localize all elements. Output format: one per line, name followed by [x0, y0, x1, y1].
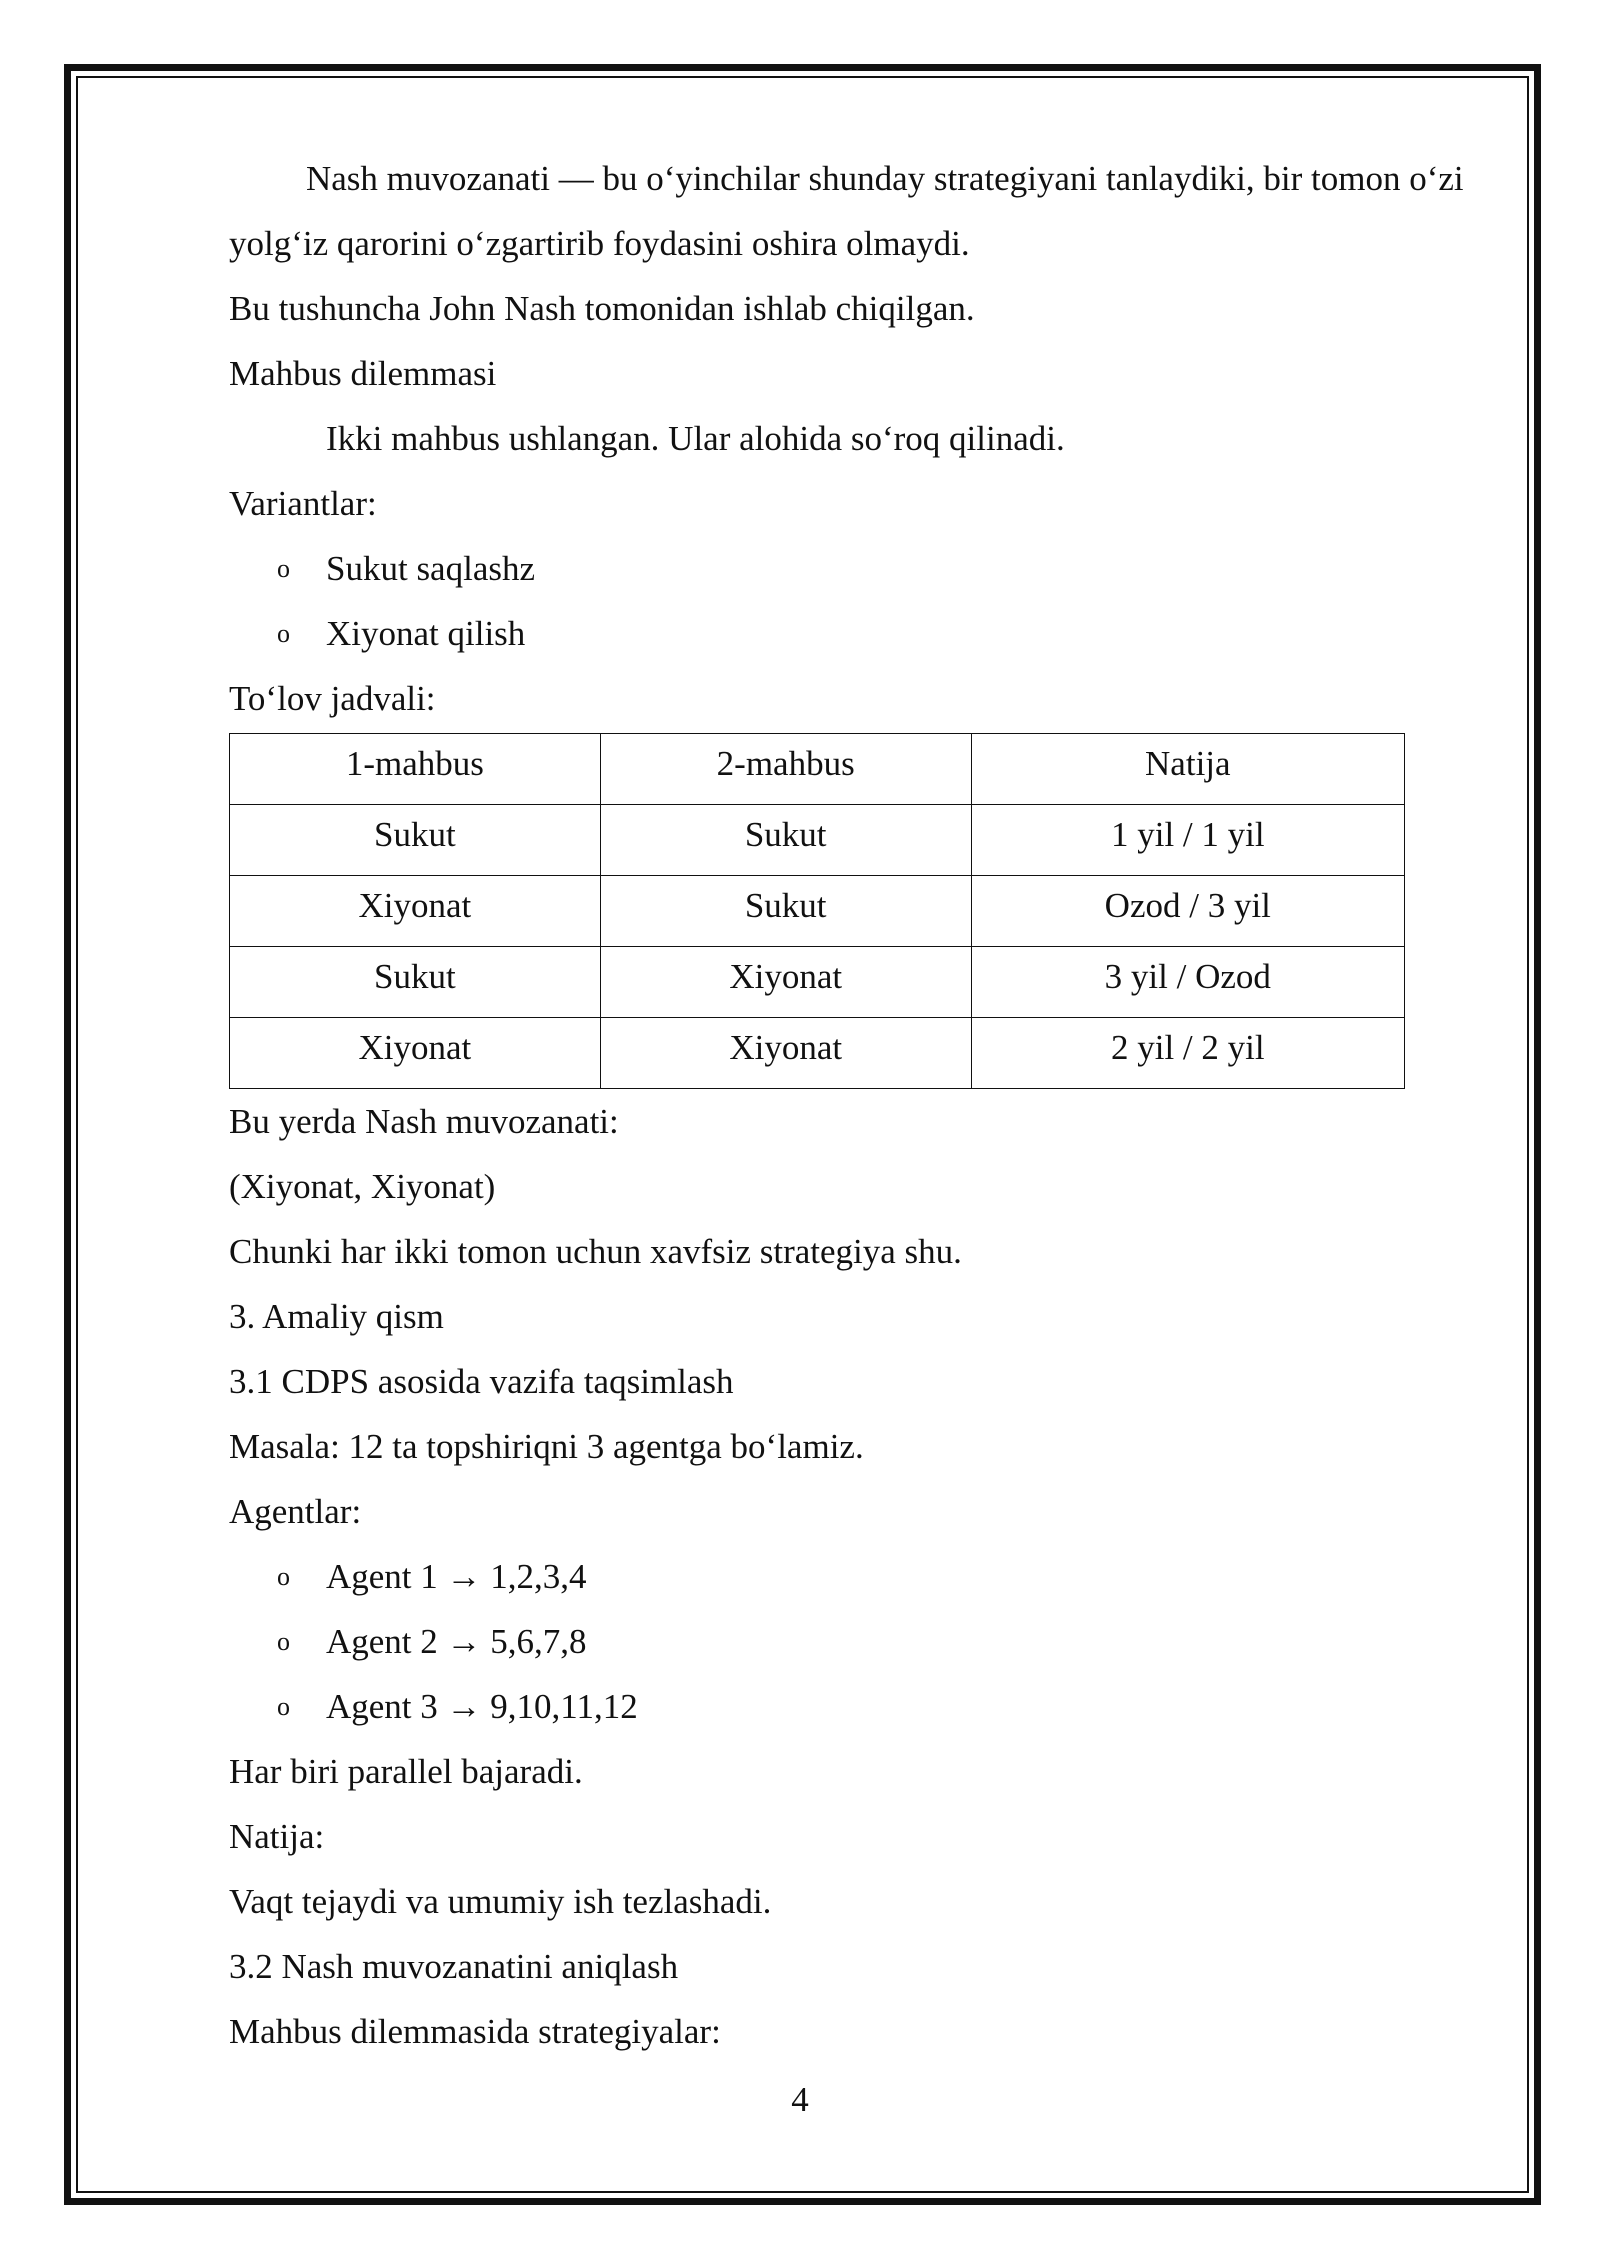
- table-cell: Xiyonat: [230, 1018, 601, 1089]
- nash-equilibrium-value: (Xiyonat, Xiyonat): [229, 1167, 496, 1206]
- table-header-row: [230, 734, 1405, 805]
- list-item: [229, 1674, 1489, 1739]
- page-number: 4: [791, 2080, 809, 2119]
- list-item: [229, 1609, 1489, 1674]
- dilemma-heading: Mahbus dilemmasi: [229, 354, 497, 393]
- intro-author-line: Bu tushuncha John Nash tomonidan ishlab chiqilgan.: [229, 289, 975, 328]
- table-cell: Xiyonat: [600, 1018, 971, 1089]
- table-cell: Sukut: [230, 805, 601, 876]
- variants-label: Variantlar:: [229, 484, 377, 523]
- agent-text: Agent 3 → 9,10,11,12: [326, 1687, 638, 1726]
- table-header-cell: 1-mahbus: [230, 734, 601, 805]
- payoff-table-label: To‘lov jadvali:: [229, 679, 436, 718]
- table-cell: Sukut: [600, 876, 971, 947]
- table-cell: Sukut: [600, 805, 971, 876]
- list-item: [229, 1544, 1489, 1609]
- bullet-icon: o: [277, 554, 290, 583]
- agents-label: Agentlar:: [229, 1492, 362, 1531]
- parallel-line: Har biri parallel bajaradi.: [229, 1752, 583, 1791]
- table-cell: Sukut: [230, 947, 601, 1018]
- subsection-heading: 3.1 CDPS asosida vazifa taqsimlash: [229, 1362, 734, 1401]
- table-header-cell: Natija: [971, 734, 1404, 805]
- agent-text: Agent 1 → 1,2,3,4: [326, 1557, 587, 1596]
- result-text: Vaqt tejaydi va umumiy ish tezlashadi.: [229, 1882, 772, 1921]
- nash-equilibrium-line: Bu yerda Nash muvozanati:: [229, 1102, 619, 1141]
- subsection-heading: 3.2 Nash muvozanatini aniqlash: [229, 1947, 679, 1986]
- table-header-cell: 2-mahbus: [600, 734, 971, 805]
- list-item: [229, 536, 1489, 601]
- bullet-icon: o: [277, 1692, 290, 1721]
- strategies-line: Mahbus dilemmasida strategiyalar:: [229, 2012, 721, 2051]
- table-row: [230, 876, 1405, 947]
- nash-reason: Chunki har ikki tomon uchun xavfsiz strategiya shu.: [229, 1232, 962, 1271]
- result-label: Natija:: [229, 1817, 325, 1856]
- bullet-icon: o: [277, 1562, 290, 1591]
- table-row: [230, 805, 1405, 876]
- intro-paragraph: Nash muvozanati — bu o‘yinchilar shunday strategiyani tanlaydiki, bir tomon o‘zi yolg‘iz qarorini o‘zgartirib foydasini oshira olmaydi.: [229, 159, 1464, 263]
- section-heading: 3. Amaliy qism: [229, 1297, 444, 1336]
- table-row: [230, 1018, 1405, 1089]
- page-content: [229, 146, 1489, 2064]
- problem-statement: Masala: 12 ta topshiriqni 3 agentga bo‘lamiz.: [229, 1427, 864, 1466]
- bullet-icon: o: [277, 1627, 290, 1656]
- table-cell: 1 yil / 1 yil: [971, 805, 1404, 876]
- table-cell: Xiyonat: [230, 876, 601, 947]
- bullet-icon: o: [277, 619, 290, 648]
- list-item: [229, 601, 1489, 666]
- table-cell: 3 yil / Ozod: [971, 947, 1404, 1018]
- variant-text: Sukut saqlashz: [326, 549, 536, 588]
- table-cell: 2 yil / 2 yil: [971, 1018, 1404, 1089]
- variant-text: Xiyonat qilish: [326, 614, 526, 653]
- dilemma-description: Ikki mahbus ushlangan. Ular alohida so‘roq qilinadi.: [326, 419, 1065, 458]
- table-row: [230, 947, 1405, 1018]
- table-cell: Ozod / 3 yil: [971, 876, 1404, 947]
- table-cell: Xiyonat: [600, 947, 971, 1018]
- payoff-table: [229, 733, 1405, 1089]
- agent-text: Agent 2 → 5,6,7,8: [326, 1622, 587, 1661]
